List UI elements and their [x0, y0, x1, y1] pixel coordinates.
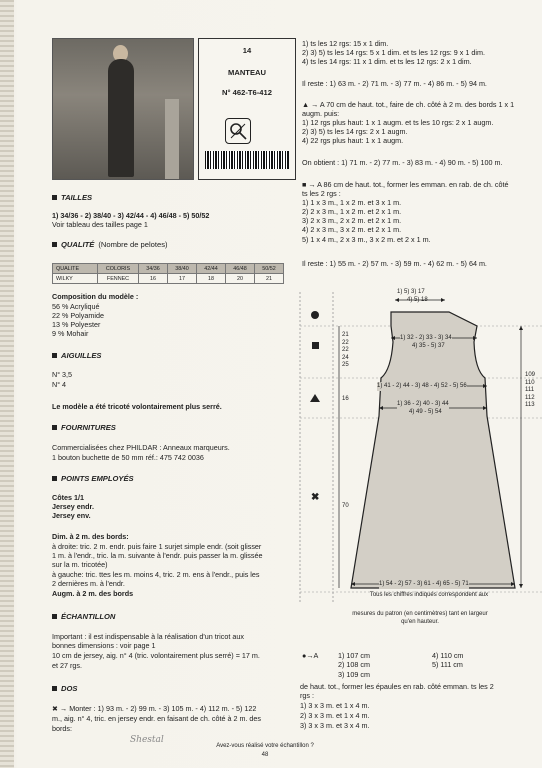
- yarn-table: [52, 263, 284, 284]
- dim-title: Dim. à 2 m. des bords:: [52, 532, 129, 541]
- tailles-line-2: Voir tableau des tailles page 1: [52, 220, 148, 229]
- right-line: 4) ts les 14 rgs: 11 x 1 dim. et ts les 12 rgs: 2 x 1 dim.: [302, 57, 472, 66]
- reste-line: Il reste : 1) 55 m. - 2) 57 m. - 3) 59 m. - 4) 62 m. - 5) 64 m.: [302, 259, 487, 268]
- fournitures-line: Commercialisées chez PHILDAR : Anneaux marqueurs.: [52, 443, 230, 452]
- bust-measure: 1) 41 - 2) 44 - 3) 48 - 4) 52 - 5) 56: [377, 383, 467, 389]
- block4-label: ●→A: [302, 651, 319, 660]
- bottom-measure: 1) 54 - 2) 57 - 3) 61 - 4) 65 - 5) 71: [379, 581, 469, 587]
- bullet-square-icon: [52, 195, 57, 200]
- section-aiguilles: AIGUILLES: [52, 351, 102, 360]
- photo-column: [165, 99, 179, 179]
- dim-line: à gauche: tric. ttes les m. moins 4, tric. 2 m. ens à l'endr., puis les: [52, 570, 260, 579]
- section-tailles: TAILLES: [52, 193, 92, 202]
- block4-size: 4) 110 cm: [432, 651, 464, 660]
- echantillon-line: Important : il est indispensable à la réalisation d'un tricot aux: [52, 632, 244, 641]
- pattern-title: MANTEAU: [228, 68, 266, 77]
- block3-line: 5) 1 x 4 m., 2 x 3 m., 3 x 2 m. et 2 x 1 m.: [302, 235, 431, 244]
- diagram-caption-lines: mesures du patron (en centimètres) tant en largeur qu'en hauteur.: [352, 611, 488, 625]
- block4-line: rgs :: [300, 691, 314, 700]
- bullet-square-icon: [52, 425, 57, 430]
- point-name: Jersey env.: [52, 511, 91, 520]
- left-measure-70: 70: [342, 503, 349, 509]
- right-line: 2) 3) 5) ts les 14 rgs: 5 x 1 dim. et ts les 12 rgs: 9 x 1 dim.: [302, 48, 485, 57]
- signature: Shestal: [130, 735, 164, 745]
- circle-marker-icon: [311, 311, 319, 319]
- echantillon-line: et 27 rgs.: [52, 661, 82, 670]
- title-box: [198, 38, 296, 180]
- top-measure: 1) 5) 3) 17: [397, 289, 425, 295]
- top-measure-2: 4) 5) 18: [407, 297, 428, 303]
- block4-size: 2) 108 cm: [338, 660, 370, 669]
- square-marker-icon: [312, 342, 319, 349]
- aiguilles-line: N° 3,5: [52, 370, 73, 379]
- block2-line: 1) 12 rgs plus haut: 1 x 1 augm. et ts les 10 rgs: 2 x 1 augm.: [302, 118, 494, 127]
- waist-measure-2: 4) 49 - 5) 54: [409, 409, 442, 415]
- block4-line: 3) 3 x 3 m. et 3 x 4 m.: [300, 721, 370, 730]
- composition-line: 13 % Polyester: [52, 320, 101, 329]
- fournitures-line: 1 bouton buchette de 50 mm réf.: 475 742 0036: [52, 453, 204, 462]
- block2-line: 4) 22 rgs plus haut: 1 x 1 augm.: [302, 136, 404, 145]
- dim-line: 1 m. à l'endr., tric. la m. suivante à l'endr. puis passer la m. glissée: [52, 551, 263, 560]
- point-name: Côtes 1/1: [52, 493, 84, 502]
- triangle-marker-icon: [310, 394, 320, 402]
- composition-line: 9 % Mohair: [52, 329, 89, 338]
- footer-question: Avez-vous réalisé votre échantillon ?: [216, 743, 314, 749]
- section-qualite: QUALITÉ (Nombre de pelotes): [52, 240, 168, 249]
- dim-line: 2 dernières m. à l'endr.: [52, 579, 125, 588]
- block3-line: 4) 2 x 3 m., 3 x 2 m. et 2 x 1 m.: [302, 225, 402, 234]
- dim-line: Augm. à 2 m. des bords: [52, 589, 134, 598]
- page-number: 48: [261, 752, 269, 758]
- total-height-measures: 109 110 111 112 113: [525, 372, 536, 409]
- block4-line: de haut. tot., former les épaules en rab. côté emman. ts les 2: [300, 682, 494, 691]
- composition-line: 22 % Polyamide: [52, 311, 104, 320]
- photo-figure-coat: [108, 59, 134, 177]
- block2-line: ▲ → A 70 cm de haut. tot., faire de ch. côté à 2 m. des bords 1 x 1: [302, 100, 515, 109]
- echantillon-line: bonnes dimensions : voir page 1: [52, 641, 156, 650]
- bullet-square-icon: [52, 242, 57, 247]
- section-dos: DOS: [52, 684, 77, 693]
- dim-line: à droite: tric. 2 m. endr. puis faire 1 surjet simple endr. (soit glisser: [52, 542, 262, 551]
- tailles-line-1: 1) 34/36 - 2) 38/40 - 3) 42/44 - 4) 46/48 - 5) 50/52: [52, 211, 210, 220]
- point-name: Jersey endr.: [52, 502, 94, 511]
- bullet-square-icon: [52, 686, 57, 691]
- model-photo: [52, 38, 194, 180]
- needle-icon: [225, 118, 251, 144]
- shoulder-measure-2: 4) 35 - 5) 37: [412, 343, 445, 349]
- block3-line: ■ → A 86 cm de haut. tot., former les emman. en rab. de ch. côté: [302, 180, 509, 189]
- right-line: 1) ts les 12 rgs: 15 x 1 dim.: [302, 39, 389, 48]
- left-measure-16: 16: [342, 396, 349, 402]
- block3-line: 1) 1 x 3 m., 1 x 2 m. et 3 x 1 m.: [302, 198, 402, 207]
- block4-line: 2) 3 x 3 m. et 1 x 4 m.: [300, 711, 370, 720]
- composition-title: Composition du modèle :: [52, 292, 139, 301]
- pattern-ref: N° 462-T6-412: [222, 88, 272, 97]
- pattern-diagram: [299, 289, 542, 604]
- aiguilles-line: N° 4: [52, 380, 67, 389]
- section-points: POINTS EMPLOYÉS: [52, 474, 134, 483]
- dos-line: m., aig. n° 4, tric. en jersey endr. en faisant de ch. côté à 2 m. des: [52, 714, 262, 723]
- echantillon-line: 10 cm de jersey, aig. n° 4 (tric. volontairement plus serré) = 17 m.: [52, 651, 260, 660]
- bullet-square-icon: [52, 476, 57, 481]
- page-binding: [0, 0, 14, 768]
- block3-line: 2) 2 x 3 m., 1 x 2 m. et 2 x 1 m.: [302, 207, 402, 216]
- dos-line: ✖ → Monter : 1) 93 m. - 2) 99 m. - 3) 105 m. - 4) 112 m. - 5) 122: [52, 704, 257, 713]
- block4-size: 1) 107 cm: [338, 651, 370, 660]
- yarn-table-row: WILKY FENNEC 16 17 18 20 21: [53, 274, 284, 284]
- waist-measure: 1) 36 - 2) 40 - 3) 44: [397, 401, 449, 407]
- section-echantillon: ÉCHANTILLON: [52, 612, 115, 621]
- barcode: [205, 151, 289, 169]
- pattern-number: 14: [242, 46, 252, 55]
- block4-size: 5) 111 cm: [432, 660, 463, 669]
- bullet-square-icon: [52, 614, 57, 619]
- block4-size: 3) 109 cm: [338, 670, 370, 679]
- block2-line: augm. puis:: [302, 109, 340, 118]
- block3-line: ts les 2 rgs :: [302, 189, 341, 198]
- diagram-caption: Tous les chiffres indiqués correspondent aux: [369, 592, 489, 598]
- obtient-line: On obtient : 1) 71 m. - 2) 77 m. - 3) 83 m. - 4) 90 m. - 5) 100 m.: [302, 158, 503, 167]
- block2-line: 2) 3) 5) ts les 14 rgs: 2 x 1 augm.: [302, 127, 408, 136]
- yarn-table-header: QUALITE COLORIS 34/36 38/40 42/44 46/48 50/52: [53, 264, 284, 274]
- composition-line: 56 % Acryliqué: [52, 302, 100, 311]
- reste-line: Il reste : 1) 63 m. - 2) 71 m. - 3) 77 m. - 4) 86 m. - 5) 94 m.: [302, 79, 487, 88]
- shoulder-measure: 1) 32 - 2) 33 - 3) 34: [400, 335, 452, 341]
- armhole-measures: 21 22 22 24 25: [342, 332, 349, 369]
- bullet-square-icon: [52, 353, 57, 358]
- block4-line: 1) 3 x 3 m. et 1 x 4 m.: [300, 701, 370, 710]
- dos-line: bords:: [52, 724, 72, 733]
- aiguilles-note: Le modèle a été tricoté volontairement plus serré.: [52, 402, 222, 411]
- block3-line: 3) 2 x 3 m., 2 x 2 m. et 2 x 1 m.: [302, 216, 402, 225]
- cross-marker-icon: ✖: [311, 492, 320, 503]
- section-fournitures: FOURNITURES: [52, 423, 116, 432]
- dim-line: sur la m. tricotée): [52, 560, 108, 569]
